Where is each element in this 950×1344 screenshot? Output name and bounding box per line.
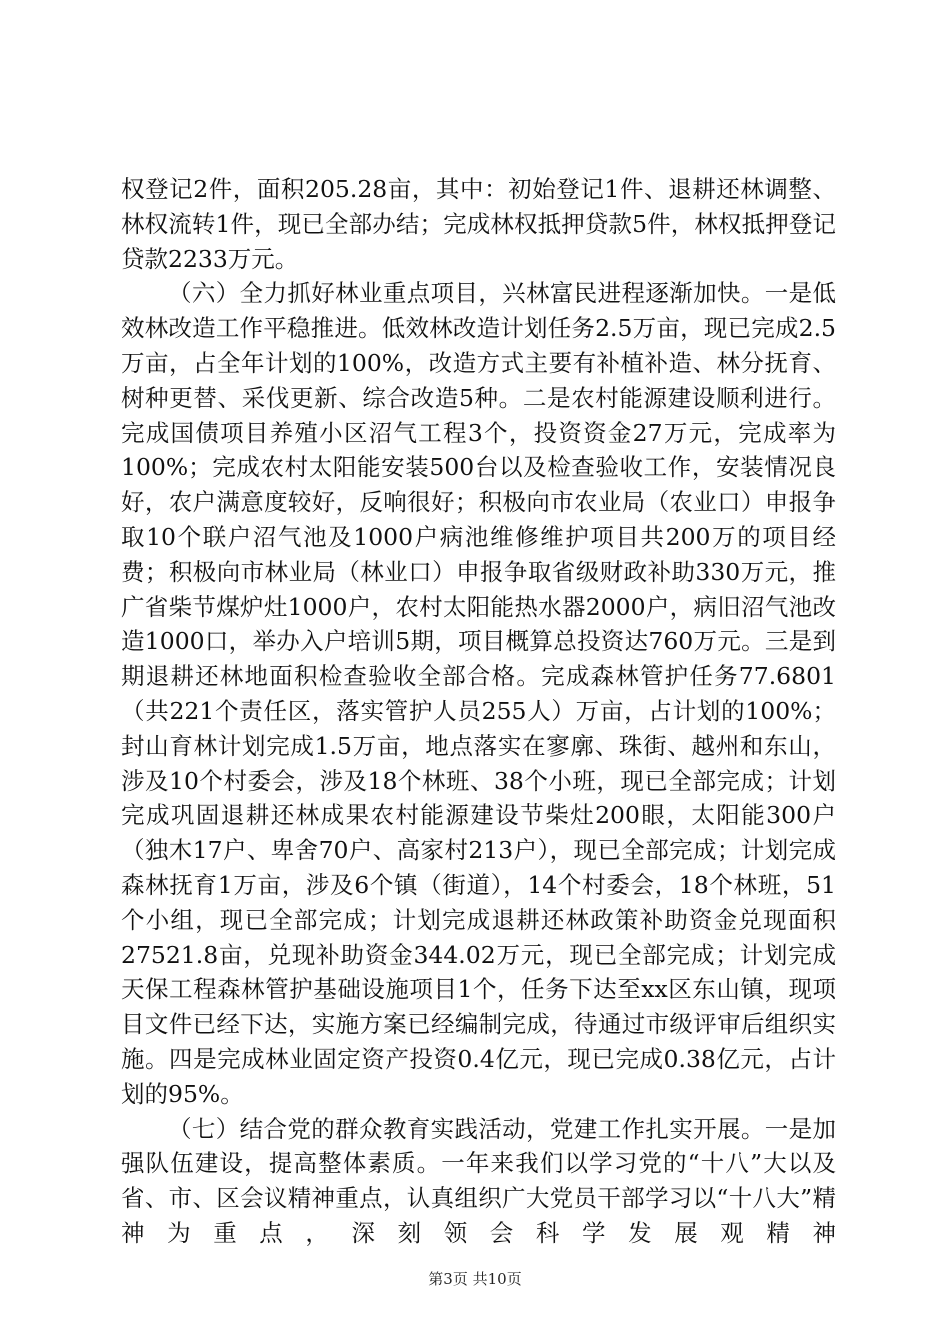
paragraph-continued: 权登记2件，面积205.28亩，其中：初始登记1件、退耕还林调整、林权流转1件，现已全部办结；完成林权抵押贷款5件，林权抵押登记贷款2233万元。 [121,175,836,273]
paragraph-section-six: （六）全力抓好林业重点项目，兴林富民进程逐渐加快。一是低效林改造工作平稳推进。低效林改造计划任务2.5万亩，现已完成2.5万亩，占全年计划的100%，改造方式主要有补植补造、林分抚育、树种更替、采伐更新、综合改造5种。二是农村能源建设顺利进行。完成国债项目养殖小区沼气工程3个，投资资金27万元，完成率为100%；完成农村太阳能安装500台以及检查验收工作，安装情况良好，农户满意度较好，反响很好；积极向市农业局（农业口）申报争取10个联户沼气池及1000户病池维修维护项目共200万的项目经费；积极向市林业局（林业口）申报争取省级财政补助330万元，推广省柴节煤炉灶1000户，农村太阳能热水器2000户，病旧沼气池改造1000口，举办入户培训5期，项目概算总投资达760万元。三是到期退耕还林地面积检查验收全部合格。完成森林管护任务77.6801（共221个责任区，落实管护人员255人）万亩，占计划的100%；封山育林计划完成1.5万亩，地点落实在寥廓、珠街、越州和东山，涉及10个村委会，涉及18个林班、38个小班，现已全部完成；计划完成巩固退耕还林成果农村能源建设节柴灶200眼，太阳能300户（独木17户、卑舍70户、高家村213户），现已全部完成；计划完成森林抚育1万亩，涉及6个镇（街道），14个村委会，18个林班，51个小组，现已全部完成；计划完成退耕还林政策补助资金兑现面积27521.8亩，兑现补助资金344.02万元，现已全部完成；计划完成天保工程森林管护基础设施项目1个，任务下达至xx区东山镇，现项目文件已经下达，实施方案已经编制完成，待通过市级评审后组织实施。四是完成林业固定资产投资0.4亿元，现已完成0.38亿元，占计划的95%。 [121,279,836,1108]
paragraph-section-seven: （七）结合党的群众教育实践活动，党建工作扎实开展。一是加强队伍建设，提高整体素质。一年来我们以学习党的“十八”大以及省、市、区会议精神重点，认真组织广大党员干部学习以“十八大”精神为重点，深刻领会科学发展观精神 [121,1114,836,1247]
page-footer: 第3页 共10页 [428,1270,522,1288]
document-body [121,172,836,1251]
